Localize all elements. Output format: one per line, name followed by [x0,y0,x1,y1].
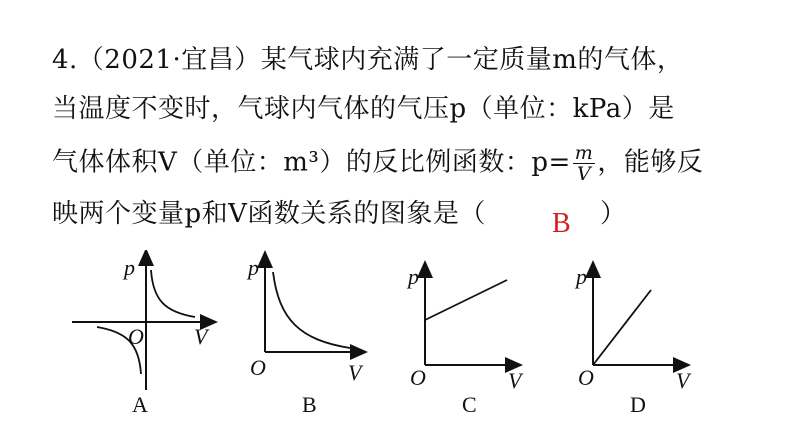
graph-a-curve-q1 [151,270,195,317]
question-line-4: 映两个变量p和V函数关系的图象是（ [52,199,486,229]
answer-close-paren: ） [600,199,627,229]
answer-mark: B [552,208,571,239]
question-line-2: 当温度不变时，气球内气体的气压p（单位：kPa）是 [52,94,675,124]
graph-b-curve [273,272,350,348]
question-line-3-end: ，能够反 [597,147,704,178]
fraction-numerator: m [574,142,594,164]
graph-b-y-label: p [248,255,259,280]
graph-a-option-label: A [132,392,148,417]
question-line-3 [52,143,703,184]
graph-a-origin-label: O [128,324,144,349]
graph-c [415,260,525,375]
graph-d-x-label: V [676,368,690,393]
graph-c-x-label: V [508,368,522,393]
graph-d-line [593,290,651,365]
graph-b-option-label: B [302,392,317,417]
graph-d-origin-label: O [578,365,594,390]
graph-c-option-label: C [462,392,477,417]
graph-a-y-label: p [124,255,135,280]
graph-b [255,250,370,370]
question-line-1: 4.（2021·宜昌）某气球内充满了一定质量m的气体， [52,45,684,75]
graph-c-y-label: p [408,264,419,289]
graph-d [583,260,693,375]
fraction-denominator: V [576,163,592,185]
graph-c-line [425,280,507,320]
graph-b-origin-label: O [250,355,266,380]
fraction-m-over-v [573,143,596,184]
graph-a-x-label: V [194,324,208,349]
graph-d-option-label: D [630,392,646,417]
graph-d-y-label: p [576,264,587,289]
question-line-3-start: 气体体积V（单位：m³）的反比例函数：p= [52,147,571,178]
graph-a [60,250,220,390]
graph-c-origin-label: O [410,365,426,390]
graph-b-x-label: V [348,360,362,385]
